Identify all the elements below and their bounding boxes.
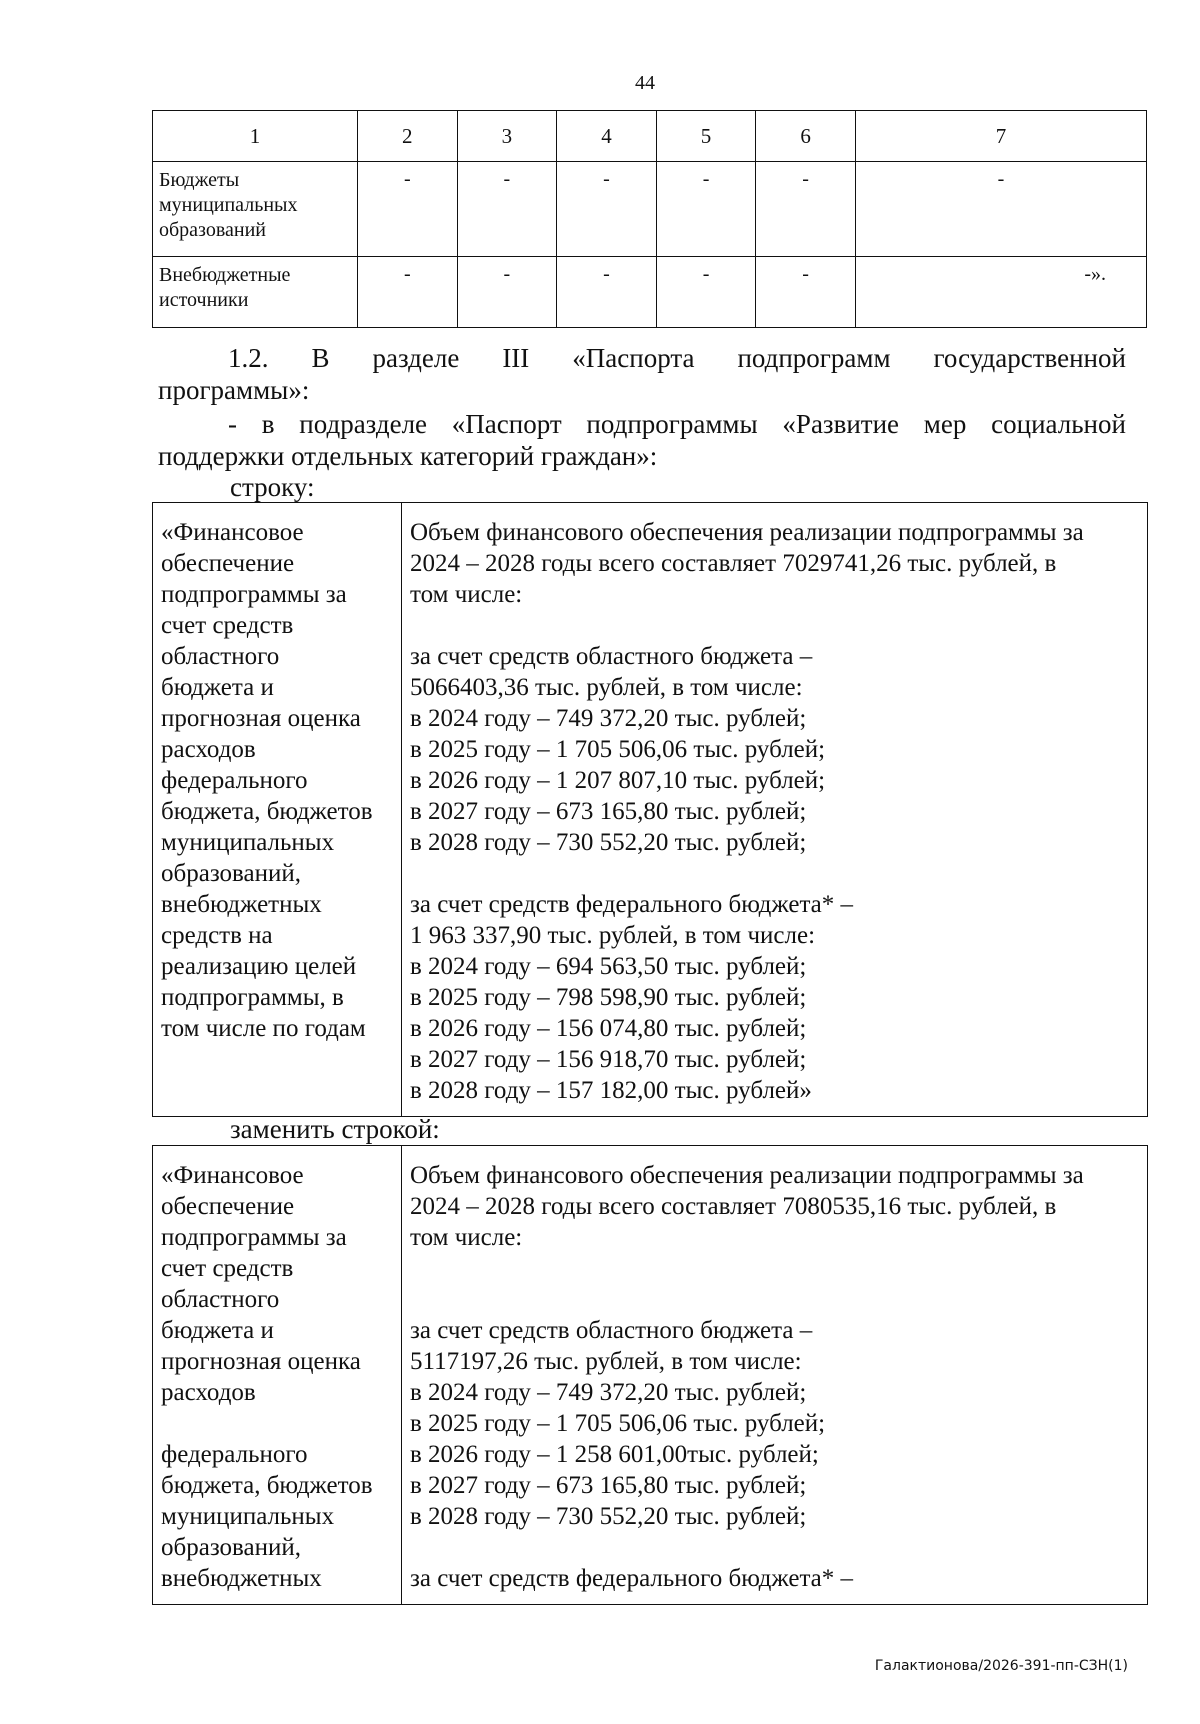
row-label-cell: [153, 1146, 402, 1605]
table-cell: -: [557, 257, 657, 328]
table-cell: -: [457, 257, 557, 328]
word: -: [228, 409, 237, 439]
word: социальной: [991, 409, 1126, 439]
text-line: в 2026 году – 1 258 601,00тыс. рублей;: [410, 1441, 819, 1468]
word: в: [261, 409, 275, 439]
label-line: образований,: [161, 1534, 302, 1561]
table-cell: -: [756, 162, 856, 257]
text-line: том числе:: [410, 581, 523, 608]
table-cell: -: [358, 162, 458, 257]
text-line: в 2027 году – 673 165,80 тыс. рублей;: [410, 1472, 807, 1499]
text-line: в 2026 году – 1 207 807,10 тыс. рублей;: [410, 767, 826, 794]
table-cell: -: [656, 257, 756, 328]
text-line: в 2025 году – 1 705 506,06 тыс. рублей;: [410, 1410, 826, 1437]
word: III: [502, 343, 530, 373]
paragraph-subsection: [158, 408, 1126, 472]
row-label-cell: [153, 503, 402, 1117]
text-line: в 2024 году – 749 372,20 тыс. рублей;: [410, 705, 807, 732]
label-line: областного: [161, 643, 280, 670]
label-line: «Финансовое: [161, 1162, 304, 1189]
column-header: 5: [656, 111, 756, 162]
value-cell: [402, 1146, 1148, 1605]
text-line: в 2028 году – 157 182,00 тыс. рублей»: [410, 1077, 812, 1104]
table-cell: -: [756, 257, 856, 328]
label-line: бюджета, бюджетов: [161, 798, 373, 825]
blank-line: [161, 1408, 393, 1439]
word: «Паспорта: [572, 343, 695, 373]
table-row: [153, 257, 1147, 328]
text-line: Объем финансового обеспечения реализации подпрограммы за: [410, 519, 1084, 546]
paragraph-line: программы»:: [158, 375, 310, 405]
paragraph-line: поддержки отдельных категорий граждан»:: [158, 441, 658, 471]
table-header-row: [153, 111, 1147, 162]
label-line: счет средств: [161, 1255, 294, 1282]
table-row: [153, 503, 1148, 1117]
table-cell: -: [457, 162, 557, 257]
label-line: реализацию целей: [161, 953, 357, 980]
label-line: счет средств: [161, 612, 294, 639]
column-header: 4: [557, 111, 657, 162]
row-label: Внебюджетные источники: [153, 257, 358, 328]
text-line: в 2028 году – 730 552,20 тыс. рублей;: [410, 829, 807, 856]
label-line: средств на: [161, 922, 273, 949]
label-line: бюджета и: [161, 674, 274, 701]
label-line: подпрограммы, в: [161, 984, 344, 1011]
blank-line: [410, 858, 1139, 889]
blank-line: [410, 1284, 1139, 1315]
paragraph-line: [158, 342, 1126, 374]
table-cell: -: [656, 162, 756, 257]
text-line: в 2024 году – 694 563,50 тыс. рублей;: [410, 953, 807, 980]
label-row: строку:: [230, 472, 315, 502]
text-line: в 2025 году – 1 705 506,06 тыс. рублей;: [410, 736, 826, 763]
label-replace: заменить строкой:: [230, 1114, 440, 1144]
word: разделе: [372, 343, 460, 373]
word: государственной: [933, 343, 1126, 373]
label-line: обеспечение: [161, 550, 295, 577]
paragraph-line: [158, 408, 1126, 440]
value-cell: [402, 503, 1148, 1117]
label-line: муниципальных: [161, 1503, 335, 1530]
word: «Паспорт: [451, 409, 562, 439]
word: «Развитие: [782, 409, 900, 439]
label-line: том числе по годам: [161, 1015, 366, 1042]
label-line: образований,: [161, 860, 302, 887]
text-line: в 2028 году – 730 552,20 тыс. рублей;: [410, 1503, 807, 1530]
row-label: Бюджеты муниципальных образований: [153, 162, 358, 257]
label-line: «Финансовое: [161, 519, 304, 546]
text-line: за счет средств областного бюджета –: [410, 643, 813, 670]
page-number: 44: [635, 72, 655, 94]
column-header: 7: [855, 111, 1146, 162]
paragraph-1-2: [158, 342, 1126, 406]
label-line: обеспечение: [161, 1193, 295, 1220]
text-line: 2024 – 2028 годы всего составляет 7029741,26 тыс. рублей, в: [410, 550, 1057, 577]
label-line: прогнозная оценка: [161, 705, 361, 732]
label-line: расходов: [161, 736, 256, 763]
label-line: подпрограммы за: [161, 1224, 347, 1251]
text-line: Объем финансового обеспечения реализации подпрограммы за: [410, 1162, 1084, 1189]
label-line: внебюджетных: [161, 1565, 322, 1592]
table-cell: -: [855, 162, 1146, 257]
label-line: внебюджетных: [161, 891, 322, 918]
label-line: прогнозная оценка: [161, 1348, 361, 1375]
word: подпрограмм: [737, 343, 891, 373]
document-footer-id: Галактионова/2026-391-пп-СЗН(1): [874, 1658, 1128, 1674]
financing-table-new: [152, 1145, 1148, 1605]
financing-table-old: [152, 502, 1148, 1117]
text-line: в 2025 году – 798 598,90 тыс. рублей;: [410, 984, 807, 1011]
text-line: в 2027 году – 156 918,70 тыс. рублей;: [410, 1046, 807, 1073]
label-line: федерального: [161, 1441, 308, 1468]
label-line: бюджета и: [161, 1317, 274, 1344]
label-line: бюджета, бюджетов: [161, 1472, 373, 1499]
blank-line: [410, 1532, 1139, 1563]
text-line: 2024 – 2028 годы всего составляет 7080535,16 тыс. рублей, в: [410, 1193, 1057, 1220]
column-header: 6: [756, 111, 856, 162]
text-line: 1 963 337,90 тыс. рублей, в том числе:: [410, 922, 816, 949]
column-header: 2: [358, 111, 458, 162]
text-line: в 2026 году – 156 074,80 тыс. рублей;: [410, 1015, 807, 1042]
table-cell: -».: [855, 257, 1146, 328]
text-line: 5117197,26 тыс. рублей, в том числе:: [410, 1348, 802, 1375]
column-header: 1: [153, 111, 358, 162]
label-line: областного: [161, 1286, 280, 1313]
text-line: за счет средств федерального бюджета* –: [410, 1565, 854, 1592]
word: подразделе: [299, 409, 428, 439]
text-line: в 2027 году – 673 165,80 тыс. рублей;: [410, 798, 807, 825]
label-line: федерального: [161, 767, 308, 794]
text-line: за счет средств областного бюджета –: [410, 1317, 813, 1344]
table-cell: -: [358, 257, 458, 328]
label-line: муниципальных: [161, 829, 335, 856]
table-cell: -: [557, 162, 657, 257]
word: 1.2.: [228, 343, 269, 373]
label-line: расходов: [161, 1379, 256, 1406]
budget-sources-table: [152, 110, 1147, 328]
table-row: [153, 1146, 1148, 1605]
word: мер: [923, 409, 967, 439]
text-line: за счет средств федерального бюджета* –: [410, 891, 854, 918]
text-line: в 2024 году – 749 372,20 тыс. рублей;: [410, 1379, 807, 1406]
blank-line: [410, 610, 1139, 641]
word: подпрограммы: [586, 409, 758, 439]
table-row: [153, 162, 1147, 257]
column-header: 3: [457, 111, 557, 162]
text-line: 5066403,36 тыс. рублей, в том числе:: [410, 674, 803, 701]
text-line: том числе:: [410, 1224, 523, 1251]
label-line: подпрограммы за: [161, 581, 347, 608]
blank-line: [410, 1253, 1139, 1284]
word: В: [311, 343, 330, 373]
